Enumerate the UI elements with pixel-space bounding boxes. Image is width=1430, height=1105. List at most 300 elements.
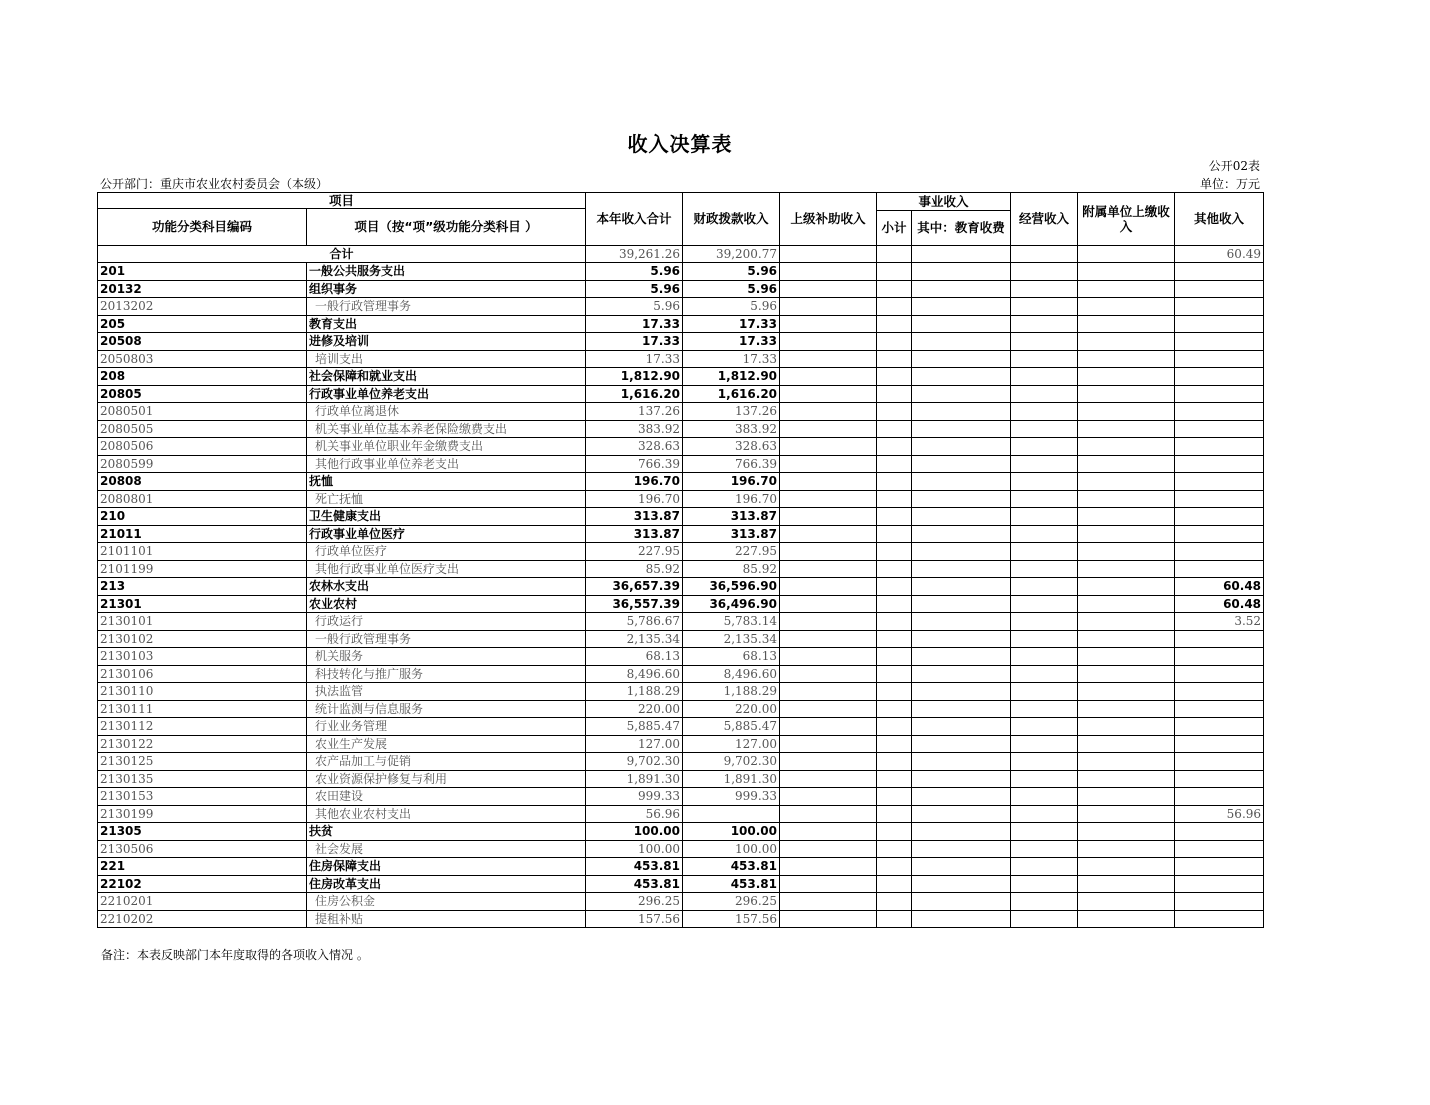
superior-cell (780, 665, 877, 683)
operating-cell (1011, 823, 1078, 841)
fiscal-cell: 1,812.90 (683, 368, 780, 386)
name-cell: 其他行政事业单位医疗支出 (307, 560, 586, 578)
other-cell (1175, 333, 1264, 351)
income-table (97, 192, 1264, 928)
affiliated-cell (1078, 700, 1175, 718)
operating-cell (1011, 893, 1078, 911)
superior-cell (780, 543, 877, 561)
code-cell: 2130122 (98, 735, 307, 753)
operating-cell (1011, 508, 1078, 526)
other-cell (1175, 420, 1264, 438)
code-cell: 2130199 (98, 805, 307, 823)
other-cell (1175, 875, 1264, 893)
code-cell: 2130106 (98, 665, 307, 683)
code-cell: 210 (98, 508, 307, 526)
total-income-cell: 127.00 (586, 735, 683, 753)
superior-cell (780, 473, 877, 491)
superior-cell (780, 875, 877, 893)
operating-cell (1011, 770, 1078, 788)
fiscal-cell: 137.26 (683, 403, 780, 421)
business-subtotal-cell (877, 823, 912, 841)
total-income-cell: 453.81 (586, 858, 683, 876)
operating-cell (1011, 403, 1078, 421)
affiliated-cell (1078, 420, 1175, 438)
operating-cell (1011, 368, 1078, 386)
business-subtotal-cell (877, 770, 912, 788)
other-cell (1175, 893, 1264, 911)
superior-cell (780, 753, 877, 771)
operating-cell (1011, 350, 1078, 368)
superior-cell (780, 858, 877, 876)
superior-cell (780, 508, 877, 526)
other-cell (1175, 315, 1264, 333)
affiliated-cell (1078, 805, 1175, 823)
name-cell: 卫生健康支出 (307, 508, 586, 526)
total-income-cell: 8,496.60 (586, 665, 683, 683)
code-cell: 2130102 (98, 630, 307, 648)
superior-cell (780, 385, 877, 403)
other-cell (1175, 473, 1264, 491)
table-row (98, 385, 1264, 403)
fiscal-cell: 383.92 (683, 420, 780, 438)
total-label: 合计 (98, 245, 586, 263)
name-cell: 农田建设 (307, 788, 586, 806)
business-subtotal-cell (877, 788, 912, 806)
fiscal-cell: 5.96 (683, 280, 780, 298)
superior-cell (780, 735, 877, 753)
superior-cell (780, 403, 877, 421)
business-subtotal-cell (877, 613, 912, 631)
fiscal-cell: 36,596.90 (683, 578, 780, 596)
header-name: 项目（按“项”级功能分类科目 ） (307, 209, 586, 246)
table-row (98, 770, 1264, 788)
other-cell (1175, 543, 1264, 561)
name-cell: 农业生产发展 (307, 735, 586, 753)
code-cell: 21011 (98, 525, 307, 543)
other-cell (1175, 665, 1264, 683)
table-row (98, 595, 1264, 613)
operating-cell (1011, 280, 1078, 298)
name-cell: 农产品加工与促销 (307, 753, 586, 771)
superior-cell (780, 315, 877, 333)
table-row (98, 525, 1264, 543)
superior-cell (780, 613, 877, 631)
other-cell (1175, 455, 1264, 473)
business-edu-cell (912, 788, 1011, 806)
affiliated-cell (1078, 350, 1175, 368)
total-operating-cell (1011, 245, 1078, 263)
fiscal-cell: 2,135.34 (683, 630, 780, 648)
table-row (98, 438, 1264, 456)
total-income-cell: 9,702.30 (586, 753, 683, 771)
code-cell: 2101101 (98, 543, 307, 561)
total-income-cell: 5,786.67 (586, 613, 683, 631)
affiliated-cell (1078, 910, 1175, 928)
superior-cell (780, 455, 877, 473)
code-cell: 2130101 (98, 613, 307, 631)
business-subtotal-cell (877, 805, 912, 823)
total-income-cell: 68.13 (586, 648, 683, 666)
table-row (98, 350, 1264, 368)
superior-cell (780, 630, 877, 648)
business-edu-cell (912, 665, 1011, 683)
fiscal-cell: 220.00 (683, 700, 780, 718)
other-cell (1175, 823, 1264, 841)
operating-cell (1011, 298, 1078, 316)
affiliated-cell (1078, 490, 1175, 508)
table-row (98, 648, 1264, 666)
other-cell (1175, 735, 1264, 753)
business-edu-cell (912, 700, 1011, 718)
name-cell: 社会保障和就业支出 (307, 368, 586, 386)
table-row (98, 683, 1264, 701)
header-business-edu: 其中：教育收费 (912, 210, 1011, 245)
total-income-cell: 5,885.47 (586, 718, 683, 736)
total-income-cell: 313.87 (586, 525, 683, 543)
fiscal-cell: 5,783.14 (683, 613, 780, 631)
operating-cell (1011, 735, 1078, 753)
operating-cell (1011, 683, 1078, 701)
name-cell: 机关事业单位基本养老保险缴费支出 (307, 420, 586, 438)
total-income-cell: 1,891.30 (586, 770, 683, 788)
operating-cell (1011, 385, 1078, 403)
fiscal-cell: 8,496.60 (683, 665, 780, 683)
table-row (98, 700, 1264, 718)
affiliated-cell (1078, 578, 1175, 596)
fiscal-cell: 17.33 (683, 350, 780, 368)
affiliated-cell (1078, 788, 1175, 806)
business-subtotal-cell (877, 665, 912, 683)
code-cell: 2130103 (98, 648, 307, 666)
other-cell: 60.48 (1175, 595, 1264, 613)
superior-cell (780, 700, 877, 718)
name-cell: 其他农业农村支出 (307, 805, 586, 823)
table-row (98, 858, 1264, 876)
table-row (98, 735, 1264, 753)
header-fiscal: 财政拨款收入 (683, 193, 780, 246)
table-row (98, 333, 1264, 351)
table-row (98, 368, 1264, 386)
total-income-cell: 453.81 (586, 875, 683, 893)
business-edu-cell (912, 525, 1011, 543)
other-cell: 56.96 (1175, 805, 1264, 823)
total-income-cell: 39,261.26 (586, 245, 683, 263)
name-cell: 教育支出 (307, 315, 586, 333)
affiliated-cell (1078, 648, 1175, 666)
operating-cell (1011, 333, 1078, 351)
code-cell: 2080505 (98, 420, 307, 438)
table-row (98, 490, 1264, 508)
fiscal-cell: 1,188.29 (683, 683, 780, 701)
name-cell: 农业农村 (307, 595, 586, 613)
table-row (98, 823, 1264, 841)
operating-cell (1011, 840, 1078, 858)
total-income-cell: 196.70 (586, 473, 683, 491)
total-income-cell: 36,557.39 (586, 595, 683, 613)
superior-cell (780, 368, 877, 386)
affiliated-cell (1078, 385, 1175, 403)
total-income-cell: 383.92 (586, 420, 683, 438)
operating-cell (1011, 455, 1078, 473)
superior-cell (780, 333, 877, 351)
business-edu-cell (912, 298, 1011, 316)
business-edu-cell (912, 648, 1011, 666)
business-edu-cell (912, 280, 1011, 298)
business-edu-cell (912, 595, 1011, 613)
superior-cell (780, 490, 877, 508)
other-cell (1175, 858, 1264, 876)
table-row (98, 665, 1264, 683)
affiliated-cell (1078, 438, 1175, 456)
operating-cell (1011, 910, 1078, 928)
code-cell: 2130153 (98, 788, 307, 806)
fiscal-cell: 766.39 (683, 455, 780, 473)
name-cell: 行政单位离退休 (307, 403, 586, 421)
superior-cell (780, 910, 877, 928)
header-code: 功能分类科目编码 (98, 209, 307, 246)
table-row (98, 805, 1264, 823)
fiscal-cell: 157.56 (683, 910, 780, 928)
business-subtotal-cell (877, 315, 912, 333)
business-subtotal-cell (877, 333, 912, 351)
fiscal-cell: 296.25 (683, 893, 780, 911)
other-cell (1175, 508, 1264, 526)
header-operating: 经营收入 (1011, 193, 1078, 246)
business-subtotal-cell (877, 525, 912, 543)
other-cell (1175, 350, 1264, 368)
total-income-cell: 17.33 (586, 333, 683, 351)
total-income-cell: 1,812.90 (586, 368, 683, 386)
business-subtotal-cell (877, 875, 912, 893)
code-cell: 22102 (98, 875, 307, 893)
fiscal-cell: 328.63 (683, 438, 780, 456)
code-cell: 2013202 (98, 298, 307, 316)
total-income-cell: 5.96 (586, 298, 683, 316)
total-income-cell: 328.63 (586, 438, 683, 456)
operating-cell (1011, 578, 1078, 596)
business-subtotal-cell (877, 560, 912, 578)
table-row (98, 298, 1264, 316)
table-row (98, 875, 1264, 893)
business-edu-cell (912, 613, 1011, 631)
superior-cell (780, 420, 877, 438)
other-cell (1175, 700, 1264, 718)
business-subtotal-cell (877, 473, 912, 491)
code-cell: 208 (98, 368, 307, 386)
superior-cell (780, 350, 877, 368)
name-cell: 行政事业单位医疗 (307, 525, 586, 543)
table-row (98, 543, 1264, 561)
total-income-cell: 100.00 (586, 840, 683, 858)
code-cell: 221 (98, 858, 307, 876)
operating-cell (1011, 613, 1078, 631)
other-cell (1175, 560, 1264, 578)
affiliated-cell (1078, 368, 1175, 386)
business-subtotal-cell (877, 578, 912, 596)
total-income-cell: 313.87 (586, 508, 683, 526)
superior-cell (780, 840, 877, 858)
operating-cell (1011, 595, 1078, 613)
name-cell: 行政单位医疗 (307, 543, 586, 561)
affiliated-cell (1078, 403, 1175, 421)
header-superior: 上级补助收入 (780, 193, 877, 246)
header-business-subtotal: 小计 (877, 210, 912, 245)
total-affiliated-cell (1078, 245, 1175, 263)
code-cell: 20805 (98, 385, 307, 403)
affiliated-cell (1078, 473, 1175, 491)
business-edu-cell (912, 805, 1011, 823)
business-edu-cell (912, 543, 1011, 561)
business-edu-cell (912, 368, 1011, 386)
fiscal-cell: 17.33 (683, 333, 780, 351)
superior-cell (780, 525, 877, 543)
fiscal-cell: 17.33 (683, 315, 780, 333)
superior-cell (780, 788, 877, 806)
superior-cell (780, 263, 877, 281)
name-cell: 行政运行 (307, 613, 586, 631)
business-subtotal-cell (877, 350, 912, 368)
total-income-cell: 137.26 (586, 403, 683, 421)
operating-cell (1011, 473, 1078, 491)
total-other-cell: 60.49 (1175, 245, 1264, 263)
affiliated-cell (1078, 280, 1175, 298)
code-cell: 21305 (98, 823, 307, 841)
business-edu-cell (912, 735, 1011, 753)
fiscal-cell: 313.87 (683, 508, 780, 526)
business-subtotal-cell (877, 298, 912, 316)
fiscal-cell: 68.13 (683, 648, 780, 666)
table-row (98, 420, 1264, 438)
business-subtotal-cell (877, 403, 912, 421)
other-cell (1175, 910, 1264, 928)
total-income-cell: 1,188.29 (586, 683, 683, 701)
affiliated-cell (1078, 543, 1175, 561)
other-cell (1175, 630, 1264, 648)
name-cell: 抚恤 (307, 473, 586, 491)
operating-cell (1011, 315, 1078, 333)
code-cell: 2130506 (98, 840, 307, 858)
table-code: 公开02表 (1208, 159, 1260, 173)
code-cell: 205 (98, 315, 307, 333)
code-cell: 2210201 (98, 893, 307, 911)
name-cell: 死亡抚恤 (307, 490, 586, 508)
operating-cell (1011, 718, 1078, 736)
total-row (98, 245, 1264, 263)
other-cell (1175, 683, 1264, 701)
table-row (98, 280, 1264, 298)
code-cell: 2080599 (98, 455, 307, 473)
superior-cell (780, 595, 877, 613)
business-edu-cell (912, 718, 1011, 736)
business-edu-cell (912, 315, 1011, 333)
business-subtotal-cell (877, 700, 912, 718)
business-subtotal-cell (877, 438, 912, 456)
code-cell: 213 (98, 578, 307, 596)
other-cell: 60.48 (1175, 578, 1264, 596)
other-cell (1175, 403, 1264, 421)
business-edu-cell (912, 385, 1011, 403)
name-cell: 住房保障支出 (307, 858, 586, 876)
name-cell: 农业资源保护修复与利用 (307, 770, 586, 788)
table-row (98, 753, 1264, 771)
code-cell: 2101199 (98, 560, 307, 578)
fiscal-cell: 5,885.47 (683, 718, 780, 736)
business-edu-cell (912, 840, 1011, 858)
affiliated-cell (1078, 683, 1175, 701)
table-row (98, 613, 1264, 631)
other-cell (1175, 263, 1264, 281)
name-cell: 行业业务管理 (307, 718, 586, 736)
total-income-cell: 227.95 (586, 543, 683, 561)
business-subtotal-cell (877, 508, 912, 526)
affiliated-cell (1078, 315, 1175, 333)
code-cell: 20808 (98, 473, 307, 491)
code-cell: 2130135 (98, 770, 307, 788)
affiliated-cell (1078, 875, 1175, 893)
total-income-cell: 766.39 (586, 455, 683, 473)
total-income-cell: 2,135.34 (586, 630, 683, 648)
name-cell: 一般公共服务支出 (307, 263, 586, 281)
superior-cell (780, 805, 877, 823)
table-row (98, 560, 1264, 578)
table-row (98, 840, 1264, 858)
name-cell: 其他行政事业单位养老支出 (307, 455, 586, 473)
operating-cell (1011, 263, 1078, 281)
name-cell: 组织事务 (307, 280, 586, 298)
affiliated-cell (1078, 823, 1175, 841)
business-edu-cell (912, 350, 1011, 368)
affiliated-cell (1078, 630, 1175, 648)
business-edu-cell (912, 560, 1011, 578)
superior-cell (780, 648, 877, 666)
name-cell: 社会发展 (307, 840, 586, 858)
total-fiscal-cell: 39,200.77 (683, 245, 780, 263)
operating-cell (1011, 420, 1078, 438)
total-income-cell: 220.00 (586, 700, 683, 718)
affiliated-cell (1078, 858, 1175, 876)
business-edu-cell (912, 630, 1011, 648)
other-cell (1175, 298, 1264, 316)
business-edu-cell (912, 875, 1011, 893)
affiliated-cell (1078, 455, 1175, 473)
affiliated-cell (1078, 735, 1175, 753)
business-subtotal-cell (877, 910, 912, 928)
other-cell (1175, 368, 1264, 386)
other-cell (1175, 840, 1264, 858)
table-row (98, 403, 1264, 421)
fiscal-cell: 5.96 (683, 263, 780, 281)
total-income-cell: 5.96 (586, 280, 683, 298)
affiliated-cell (1078, 595, 1175, 613)
affiliated-cell (1078, 508, 1175, 526)
fiscal-cell: 36,496.90 (683, 595, 780, 613)
department-label: 公开部门：重庆市农业农村委员会（本级） (100, 177, 329, 191)
total-income-cell: 296.25 (586, 893, 683, 911)
affiliated-cell (1078, 560, 1175, 578)
table-row (98, 508, 1264, 526)
fiscal-cell: 85.92 (683, 560, 780, 578)
name-cell: 科技转化与推广服务 (307, 665, 586, 683)
operating-cell (1011, 805, 1078, 823)
fiscal-cell: 453.81 (683, 858, 780, 876)
name-cell: 住房改革支出 (307, 875, 586, 893)
other-cell (1175, 490, 1264, 508)
superior-cell (780, 893, 877, 911)
business-edu-cell (912, 910, 1011, 928)
total-superior-cell (780, 245, 877, 263)
name-cell: 培训支出 (307, 350, 586, 368)
code-cell: 20508 (98, 333, 307, 351)
